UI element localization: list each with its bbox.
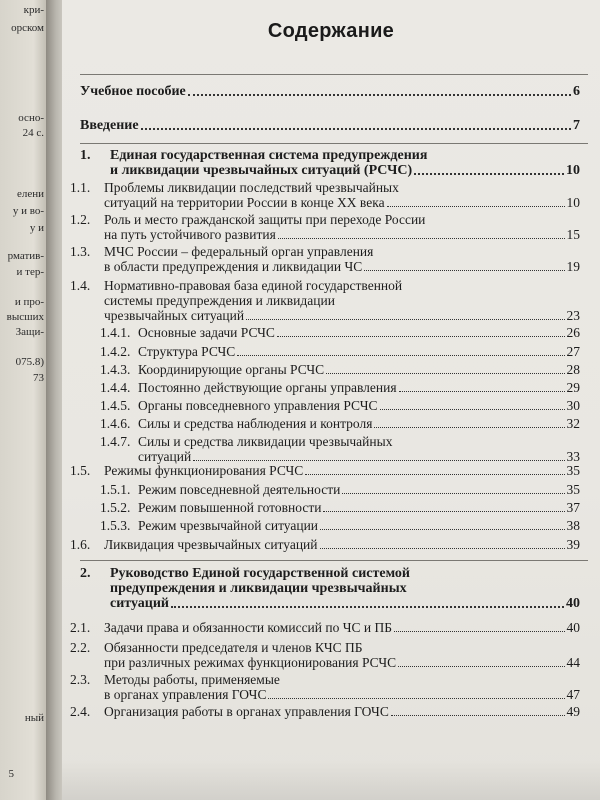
- left-page-fragment: Защи-: [15, 326, 44, 338]
- toc-entry-title: в области предупреждения и ликвидации ЧС: [104, 259, 363, 274]
- toc-entry-page: 40: [566, 620, 580, 635]
- left-page-fragment: 73: [33, 372, 44, 384]
- dot-leader: [277, 336, 565, 337]
- toc-entry-number: 1.4.1.: [100, 325, 131, 340]
- toc-entry-title: Режимы функционирования РСЧС: [104, 463, 304, 478]
- toc-entry: [70, 278, 580, 323]
- dot-leader: [141, 128, 571, 130]
- left-page-fragment: у и во-: [12, 205, 44, 217]
- toc-entry: [100, 398, 580, 413]
- toc-entry: [100, 362, 580, 377]
- dot-leader: [374, 427, 564, 428]
- toc-entry-number: 1.5.2.: [100, 500, 131, 515]
- toc-entry-page: 35: [566, 463, 580, 478]
- dot-leader: [387, 206, 565, 207]
- toc-entry-title: предупреждения и ликвидации чрезвычайных: [110, 581, 407, 596]
- dot-leader: [394, 631, 565, 632]
- dot-leader: [342, 493, 564, 494]
- left-page-fragment: высших: [6, 311, 44, 323]
- toc-entry: [80, 566, 580, 611]
- toc-entry-title: Задачи права и обязанности комиссий по ЧС и ПБ: [104, 620, 392, 635]
- dot-leader: [237, 355, 564, 356]
- dot-leader: [323, 511, 564, 512]
- toc-entry: [80, 148, 580, 178]
- left-page-fragment: осно-: [18, 112, 44, 124]
- toc-entry-title: при различных режимах функционирования РСЧС: [104, 655, 397, 670]
- toc-entry: [100, 500, 580, 515]
- toc-entry-number: 2.2.: [70, 640, 91, 655]
- toc-entry: [100, 416, 580, 431]
- left-page-fragment: рматив-: [7, 250, 44, 262]
- toc-entry-page: 7: [573, 118, 580, 133]
- toc-entry: [100, 380, 580, 395]
- toc-entry-number: 1.6.: [70, 537, 91, 552]
- toc-entry-page: 23: [566, 308, 580, 323]
- toc-entry: [70, 212, 580, 242]
- dot-leader: [364, 270, 564, 271]
- toc-entry-title: Структура РСЧС: [138, 344, 236, 359]
- toc-entry-number: 1.4.3.: [100, 362, 131, 377]
- toc-entry: [70, 180, 580, 210]
- dot-leader: [391, 715, 565, 716]
- left-page-fragment: ный: [24, 712, 44, 724]
- toc-entry: [100, 325, 580, 340]
- toc-entry-title: Постоянно действующие органы управления: [138, 380, 397, 395]
- toc-entry-title: Нормативно-правовая база единой государственной: [104, 278, 403, 293]
- toc-entry-page: 27: [566, 344, 580, 359]
- toc-entry: [100, 344, 580, 359]
- toc-entry-title: в органах управления ГОЧС: [104, 687, 267, 702]
- toc-entry-page: 29: [566, 380, 580, 395]
- toc-entry-title: Силы и средства ликвидации чрезвычайных: [138, 434, 393, 449]
- toc-entry-page: 49: [566, 704, 580, 719]
- toc-entry-title: и ликвидации чрезвычайных ситуаций (РСЧС): [110, 163, 413, 178]
- toc-entry-page: 35: [566, 482, 580, 497]
- dot-leader: [399, 391, 565, 392]
- toc-entry: [80, 118, 580, 133]
- toc-entry-number: 1.1.: [70, 180, 91, 195]
- toc-entry-title: Учебное пособие: [80, 84, 186, 99]
- left-page-fragment: елени: [16, 188, 44, 200]
- toc-entry-page: 15: [566, 227, 580, 242]
- dot-leader: [268, 698, 564, 699]
- toc-entry-page: 33: [566, 449, 580, 464]
- divider: [80, 560, 588, 561]
- dot-leader: [320, 529, 564, 530]
- toc-entry: [70, 620, 580, 635]
- toc-entry: [70, 640, 580, 670]
- toc-entry-number: 2.4.: [70, 704, 91, 719]
- toc-entry-number: 1.5.: [70, 463, 91, 478]
- toc-entry-number: 2.1.: [70, 620, 91, 635]
- page-shadow: [62, 760, 600, 800]
- dot-leader: [305, 474, 564, 475]
- toc-entry: [70, 244, 580, 274]
- toc-entry-title: Обязанности председателя и членов КЧС ПБ: [104, 640, 363, 655]
- toc-entry-page: 30: [566, 398, 580, 413]
- toc-entry-page: 10: [566, 163, 580, 178]
- toc-entry: [70, 672, 580, 702]
- left-page-fragment: кри-: [23, 4, 44, 16]
- toc-entry-number: 1.4.7.: [100, 434, 131, 449]
- dot-leader: [326, 373, 564, 374]
- toc-entry-page: 10: [566, 195, 580, 210]
- toc-entry-title: Режим чрезвычайной ситуации: [138, 518, 319, 533]
- toc-entry-page: 38: [566, 518, 580, 533]
- toc-entry-title: Методы работы, применяемые: [104, 672, 280, 687]
- toc-entry-title: Органы повседневного управления РСЧС: [138, 398, 378, 413]
- toc-entry: [100, 518, 580, 533]
- contents-page: [62, 0, 600, 800]
- toc-entry-number: 1.: [80, 148, 91, 163]
- dot-leader: [414, 173, 564, 175]
- dot-leader: [380, 409, 565, 410]
- toc-entry: [70, 704, 580, 719]
- toc-entry: [70, 463, 580, 478]
- toc-entry-title: ситуаций: [138, 449, 192, 464]
- toc-entry-page: 26: [566, 325, 580, 340]
- toc-entry-title: ситуаций: [110, 596, 169, 611]
- toc-entry-page: 19: [566, 259, 580, 274]
- left-page-fragment: у и: [29, 222, 44, 234]
- dot-leader: [320, 548, 565, 549]
- toc-entry-page: 6: [573, 84, 580, 99]
- toc-entry-title: МЧС России – федеральный орган управления: [104, 244, 374, 259]
- dot-leader: [278, 238, 565, 239]
- toc-entry: [100, 434, 580, 464]
- toc-entry: [100, 482, 580, 497]
- toc-entry-page: 37: [566, 500, 580, 515]
- toc-entry-number: 1.5.1.: [100, 482, 131, 497]
- toc-entry-title: Организация работы в органах управления ГОЧС: [104, 704, 389, 719]
- toc-entry-title: ситуаций на территории России в конце XX века: [104, 195, 385, 210]
- toc-entry-page: 28: [566, 362, 580, 377]
- dot-leader: [171, 606, 564, 608]
- left-page-fragment: и тер-: [16, 266, 44, 278]
- toc-entry-title: Руководство Единой государственной системой: [110, 566, 410, 581]
- left-page-fragment: 24 с.: [22, 127, 44, 139]
- dot-leader: [246, 319, 564, 320]
- divider: [80, 74, 588, 75]
- toc-entry-page: 44: [566, 655, 580, 670]
- toc-entry-number: 1.4.5.: [100, 398, 131, 413]
- left-page-fragment: и про-: [14, 296, 44, 308]
- toc-entry-title: Введение: [80, 118, 139, 133]
- toc-entry-title: Режим повседневной деятельности: [138, 482, 341, 497]
- dot-leader: [398, 666, 564, 667]
- toc-entry-number: 1.4.2.: [100, 344, 131, 359]
- page-title: Содержание: [267, 20, 395, 42]
- toc-entry-page: 47: [566, 687, 580, 702]
- toc-entry-title: чрезвычайных ситуаций: [104, 308, 245, 323]
- toc-entry-page: 40: [566, 596, 580, 611]
- toc-entry-number: 1.2.: [70, 212, 91, 227]
- toc-entry-number: 1.3.: [70, 244, 91, 259]
- toc-entry-number: 1.4.4.: [100, 380, 131, 395]
- toc-entry-title: Единая государственная система предупреждения: [110, 148, 428, 163]
- left-page-fragment: 075.8): [15, 356, 44, 368]
- toc-entry-title: Координирующие органы РСЧС: [138, 362, 325, 377]
- toc-entry-page: 39: [566, 537, 580, 552]
- toc-entry: [70, 537, 580, 552]
- divider: [80, 143, 588, 144]
- left-page-edge: [0, 0, 48, 800]
- toc-entry-title: Основные задачи РСЧС: [138, 325, 275, 340]
- toc-entry-title: Силы и средства наблюдения и контроля: [138, 416, 373, 431]
- toc-entry-title: Проблемы ликвидации последствий чрезвычайных: [104, 180, 399, 195]
- toc-entry-number: 1.5.3.: [100, 518, 131, 533]
- left-page-fragment: орском: [11, 22, 44, 34]
- toc-entry-title: системы предупреждения и ликвидации: [104, 293, 335, 308]
- toc-entry-title: Роль и место гражданской защиты при переходе России: [104, 212, 426, 227]
- toc-entry-number: 1.4.: [70, 278, 91, 293]
- toc-entry-page: 32: [566, 416, 580, 431]
- toc-entry-number: 2.3.: [70, 672, 91, 687]
- dot-leader: [193, 460, 564, 461]
- toc-entry-title: Ликвидация чрезвычайных ситуаций: [104, 537, 318, 552]
- toc-entry-title: на путь устойчивого развития: [104, 227, 276, 242]
- toc-entry: [80, 84, 580, 99]
- toc-entry-number: 1.4.6.: [100, 416, 131, 431]
- left-page-number: 5: [8, 768, 14, 780]
- dot-leader: [188, 94, 571, 96]
- toc-entry-title: Режим повышенной готовности: [138, 500, 322, 515]
- toc-entry-number: 2.: [80, 566, 91, 581]
